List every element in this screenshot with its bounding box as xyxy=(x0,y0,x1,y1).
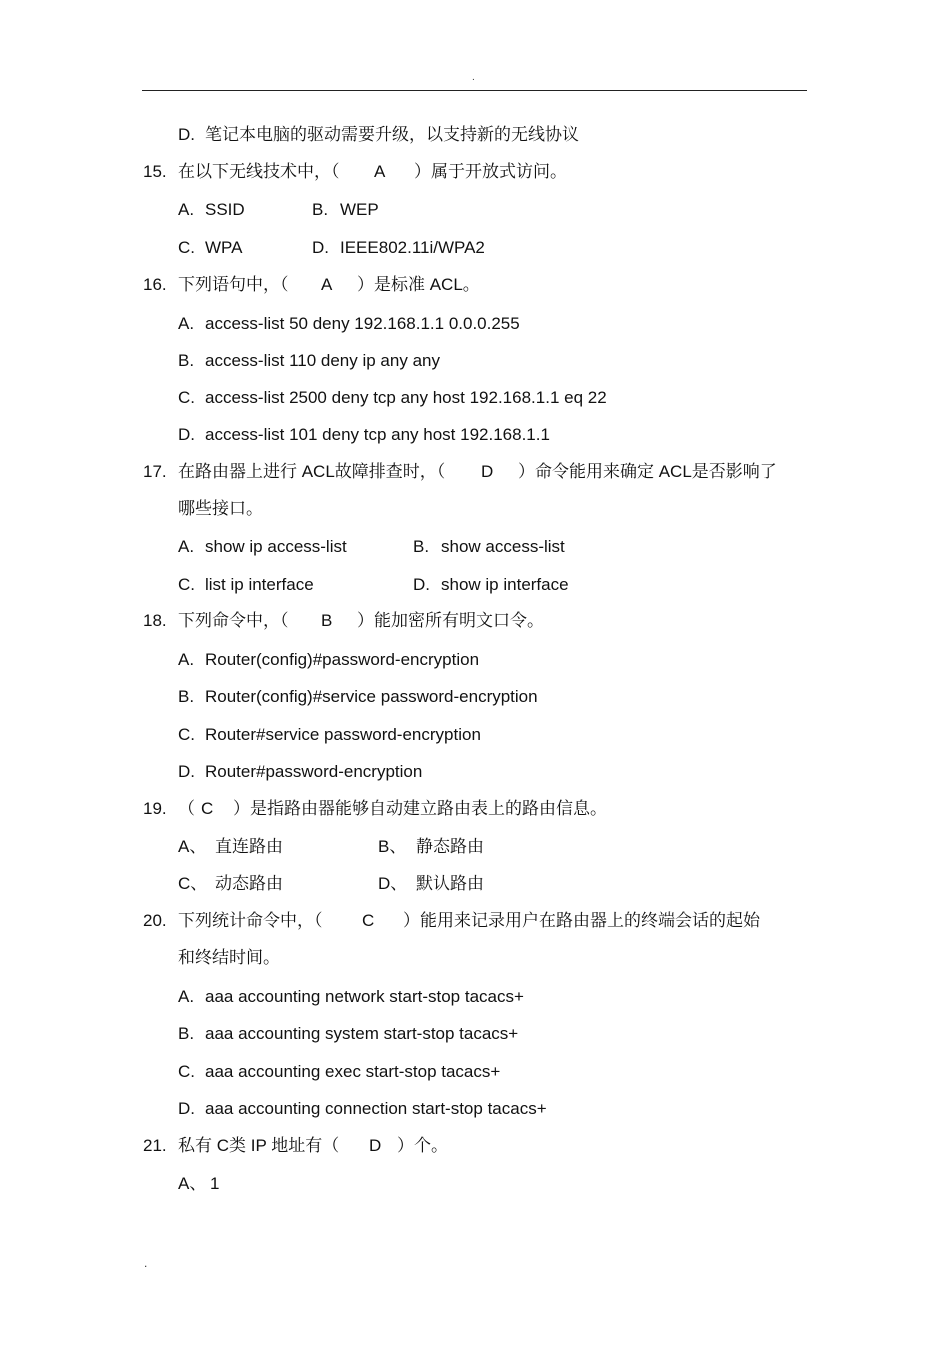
question-stem: 下列命令中，（ xyxy=(178,611,289,630)
option-text: aaa accounting system start-stop tacacs+ xyxy=(205,1024,519,1043)
option-text: access-list 50 deny 192.168.1.1 0.0.0.255 xyxy=(205,314,520,333)
question-number: 20. xyxy=(143,911,167,930)
option-text: WEP xyxy=(340,200,379,219)
option-letter: A. xyxy=(178,987,195,1006)
question-number: 19. xyxy=(143,799,167,818)
option-text: access-list 2500 deny tcp any host 192.168.1.1 eq 22 xyxy=(205,388,607,407)
footer-mark: . xyxy=(144,1256,148,1270)
option-text: aaa accounting connection start-stop tacacs+ xyxy=(205,1099,547,1118)
option-letter: C. xyxy=(178,575,195,594)
option-text: aaa accounting exec start-stop tacacs+ xyxy=(205,1062,501,1081)
option-text: access-list 110 deny ip any any xyxy=(205,351,440,370)
option-text: show access-list xyxy=(441,537,565,556)
option-letter: C. xyxy=(178,1062,195,1081)
question-stem-post: ）属于开放式访问。 xyxy=(414,162,567,181)
option-letter: B. xyxy=(178,687,195,706)
option-text: 静态路由 xyxy=(416,837,484,856)
option-letter: B. xyxy=(312,200,329,219)
question-stem: 下列统计命令中，（ xyxy=(178,911,323,930)
option-letter: A. xyxy=(178,650,195,669)
option-letter: D. xyxy=(413,575,430,594)
answer: A xyxy=(374,162,386,181)
option-letter: A、 xyxy=(178,1174,207,1193)
option-text: show ip interface xyxy=(441,575,569,594)
question-stem-cont: 和终结时间。 xyxy=(178,948,280,967)
option-text: 默认路由 xyxy=(416,874,484,893)
option-letter: B. xyxy=(413,537,430,556)
header-rule xyxy=(142,90,807,91)
option-letter: A. xyxy=(178,314,195,333)
option-letter: D. xyxy=(178,1099,195,1118)
question-stem-post: ）是标准 ACL。 xyxy=(357,275,480,294)
option-text: IEEE802.11i/WPA2 xyxy=(340,238,485,257)
header-mark: . xyxy=(472,72,475,83)
question-stem-cont: 哪些接口。 xyxy=(178,499,263,518)
option-letter: A. xyxy=(178,200,195,219)
option-letter: A. xyxy=(178,537,195,556)
option-letter: B. xyxy=(178,1024,195,1043)
question-stem: （ xyxy=(178,799,195,818)
answer: C xyxy=(362,911,375,930)
option-letter: B、 xyxy=(378,837,407,856)
option-letter: D. xyxy=(178,125,195,144)
option-letter: D. xyxy=(312,238,329,257)
option-letter: C、 xyxy=(178,874,208,893)
option-text: 笔记本电脑的驱动需要升级，以支持新的无线协议 xyxy=(205,125,579,144)
question-stem: 下列语句中，（ xyxy=(178,275,289,294)
option-text: list ip interface xyxy=(205,575,314,594)
question-number: 15. xyxy=(143,162,167,181)
option-letter: C. xyxy=(178,388,195,407)
answer: D xyxy=(481,462,494,481)
question-number: 18. xyxy=(143,611,167,630)
question-stem-post: ）个。 xyxy=(397,1136,448,1155)
question-number: 21. xyxy=(143,1136,167,1155)
option-letter: C. xyxy=(178,238,195,257)
option-text: Router(config)#service password-encryption xyxy=(205,687,538,706)
option-text: SSID xyxy=(205,200,245,219)
option-text: access-list 101 deny tcp any host 192.168.1.1 xyxy=(205,425,550,444)
answer: C xyxy=(201,799,214,818)
option-text: WPA xyxy=(205,238,243,257)
option-text: Router#password-encryption xyxy=(205,762,423,781)
question-stem-post: ）命令能用来确定 ACL是否影响了 xyxy=(518,462,777,481)
option-letter: A、 xyxy=(178,837,207,856)
option-letter: D、 xyxy=(378,874,408,893)
option-text: 1 xyxy=(210,1174,220,1193)
answer: D xyxy=(369,1136,382,1155)
question-number: 17. xyxy=(143,462,167,481)
option-text: 直连路由 xyxy=(215,837,283,856)
option-letter: D. xyxy=(178,425,195,444)
question-stem: 私有 C类 IP 地址有（ xyxy=(178,1136,340,1155)
option-text: show ip access-list xyxy=(205,537,347,556)
question-stem-post: ）能用来记录用户在路由器上的终端会话的起始 xyxy=(403,911,760,930)
question-stem-post: ）能加密所有明文口令。 xyxy=(357,611,544,630)
option-letter: B. xyxy=(178,351,195,370)
option-letter: D. xyxy=(178,762,195,781)
question-stem: 在路由器上进行 ACL故障排查时，（ xyxy=(178,462,446,481)
option-text: 动态路由 xyxy=(215,874,283,893)
option-text: Router(config)#password-encryption xyxy=(205,650,480,669)
option-letter: C. xyxy=(178,725,195,744)
question-stem: 在以下无线技术中，（ xyxy=(178,162,340,181)
question-number: 16. xyxy=(143,275,167,294)
answer: B xyxy=(321,611,333,630)
option-text: Router#service password-encryption xyxy=(205,725,481,744)
answer: A xyxy=(321,275,333,294)
option-text: aaa accounting network start-stop tacacs+ xyxy=(205,987,524,1006)
question-stem-post: ）是指路由器能够自动建立路由表上的路由信息。 xyxy=(233,799,607,818)
